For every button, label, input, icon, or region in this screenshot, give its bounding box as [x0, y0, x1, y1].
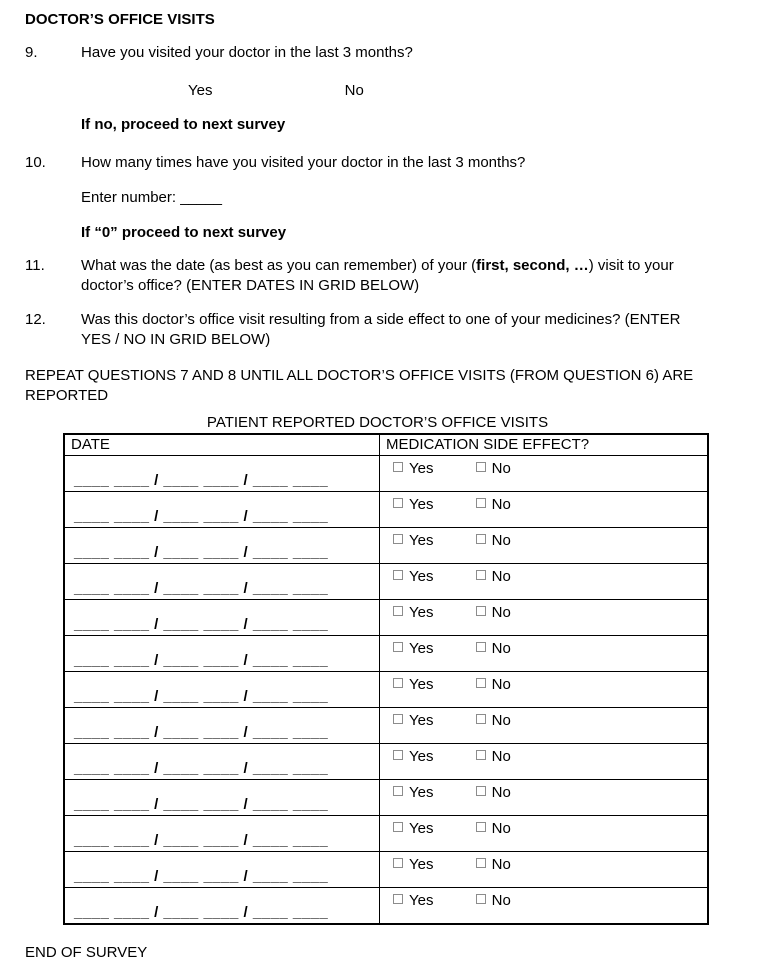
- question-12-text: Was this doctor’s office visit resulting from a side effect to one of your medicines? (ENTER YES / NO IN GRID BELOW): [81, 311, 681, 348]
- table-row: [64, 456, 708, 492]
- no-option[interactable]: [476, 784, 511, 801]
- yes-label: Yes: [409, 676, 434, 693]
- yes-option[interactable]: [393, 532, 433, 549]
- no-checkbox[interactable]: [476, 822, 486, 832]
- yes-label: Yes: [409, 856, 434, 873]
- yes-option[interactable]: [393, 568, 433, 585]
- yes-label: Yes: [409, 820, 434, 837]
- yes-label: Yes: [409, 784, 434, 801]
- no-option[interactable]: [476, 532, 511, 549]
- date-cell[interactable]: [64, 492, 380, 528]
- question-9-text: Have you visited your doctor in the last 3 months?: [81, 44, 413, 61]
- side-effect-cell: [380, 672, 709, 708]
- question-9-number: 9.: [25, 44, 38, 61]
- yes-option[interactable]: [393, 676, 433, 693]
- question-10: [25, 153, 737, 173]
- section-heading: DOCTOR’S OFFICE VISITS: [25, 11, 215, 28]
- question-10-number: 10.: [25, 154, 46, 171]
- yes-checkbox[interactable]: [393, 750, 403, 760]
- side-effect-cell: [380, 780, 709, 816]
- no-option[interactable]: [476, 460, 511, 477]
- table-title: PATIENT REPORTED DOCTOR’S OFFICE VISITS: [206, 414, 549, 431]
- yes-checkbox[interactable]: [393, 786, 403, 796]
- yes-label: Yes: [409, 532, 434, 549]
- yes-label: Yes: [409, 640, 434, 657]
- date-cell[interactable]: [64, 888, 380, 925]
- yes-checkbox[interactable]: [393, 642, 403, 652]
- table-row: [64, 780, 708, 816]
- yes-label: Yes: [409, 712, 434, 729]
- no-label: No: [491, 820, 511, 837]
- yes-checkbox[interactable]: [393, 462, 403, 472]
- yes-option[interactable]: [393, 856, 433, 873]
- no-checkbox[interactable]: [476, 894, 486, 904]
- yes-checkbox[interactable]: [393, 498, 403, 508]
- q9-yes-option[interactable]: Yes: [188, 82, 213, 99]
- q9-no-option[interactable]: No: [344, 82, 364, 99]
- no-option[interactable]: [476, 748, 511, 765]
- yes-checkbox[interactable]: [393, 534, 403, 544]
- no-label: No: [491, 784, 511, 801]
- question-11: [25, 256, 737, 296]
- no-label: No: [491, 568, 511, 585]
- yes-label: Yes: [409, 604, 434, 621]
- table-row: [64, 600, 708, 636]
- visits-table: [63, 433, 709, 925]
- yes-option[interactable]: [393, 748, 433, 765]
- date-cell[interactable]: [64, 744, 380, 780]
- yes-option[interactable]: [393, 640, 433, 657]
- repeat-instruction: REPEAT QUESTIONS 7 AND 8 UNTIL ALL DOCTOR’S OFFICE VISITS (FROM QUESTION 6) ARE REPORTED: [25, 367, 694, 404]
- column-header-side-effect: MEDICATION SIDE EFFECT?: [380, 434, 709, 456]
- no-label: No: [491, 460, 511, 477]
- date-cell[interactable]: [64, 852, 380, 888]
- side-effect-cell: [380, 636, 709, 672]
- question-12: [25, 310, 737, 350]
- table-row: [64, 744, 708, 780]
- no-label: No: [491, 712, 511, 729]
- no-label: No: [491, 892, 511, 909]
- yes-option[interactable]: [393, 712, 433, 729]
- date-blank-field[interactable]: ____ ____ / ____ ____ / ____ ____: [74, 760, 329, 777]
- table-row: [64, 564, 708, 600]
- no-checkbox[interactable]: [476, 714, 486, 724]
- date-blank-field[interactable]: ____ ____ / ____ ____ / ____ ____: [74, 544, 329, 561]
- question-11-text-bold: first, second, …: [476, 257, 589, 274]
- date-cell[interactable]: [64, 456, 380, 492]
- visits-table-body: [64, 456, 708, 925]
- no-label: No: [491, 748, 511, 765]
- question-11-text: [81, 256, 712, 296]
- q10-enter-row: [81, 188, 737, 208]
- date-cell[interactable]: [64, 636, 380, 672]
- date-cell[interactable]: [64, 672, 380, 708]
- question-11-text-end: ) visit to your doctor’s office? (ENTER DATES IN GRID BELOW): [81, 257, 674, 294]
- no-label: No: [491, 604, 511, 621]
- no-checkbox[interactable]: [476, 462, 486, 472]
- side-effect-cell: [380, 888, 709, 925]
- table-row: [64, 852, 708, 888]
- date-blank-field[interactable]: ____ ____ / ____ ____ / ____ ____: [74, 796, 329, 813]
- no-checkbox[interactable]: [476, 678, 486, 688]
- yes-label: Yes: [409, 748, 434, 765]
- no-checkbox[interactable]: [476, 750, 486, 760]
- no-label: No: [491, 532, 511, 549]
- yes-option[interactable]: [393, 460, 433, 477]
- no-option[interactable]: [476, 496, 511, 513]
- side-effect-cell: [380, 528, 709, 564]
- date-cell[interactable]: [64, 708, 380, 744]
- side-effect-cell: [380, 816, 709, 852]
- q9-skip-note: If no, proceed to next survey: [81, 116, 286, 133]
- no-checkbox[interactable]: [476, 858, 486, 868]
- yes-option[interactable]: [393, 784, 433, 801]
- side-effect-cell: [380, 564, 709, 600]
- date-blank-field[interactable]: ____ ____ / ____ ____ / ____ ____: [74, 832, 329, 849]
- date-cell[interactable]: [64, 780, 380, 816]
- date-blank-field[interactable]: ____ ____ / ____ ____ / ____ ____: [74, 724, 329, 741]
- table-row: [64, 672, 708, 708]
- question-11-text-start: What was the date (as best as you can remember) of your (: [81, 257, 477, 274]
- question-11-number: 11.: [25, 257, 45, 274]
- side-effect-cell: [380, 744, 709, 780]
- no-checkbox[interactable]: [476, 606, 486, 616]
- question-10-text: How many times have you visited your doctor in the last 3 months?: [81, 154, 526, 171]
- table-row: [64, 492, 708, 528]
- date-blank-field[interactable]: ____ ____ / ____ ____ / ____ ____: [74, 652, 329, 669]
- no-option[interactable]: [476, 568, 511, 585]
- end-of-survey: END OF SURVEY: [25, 944, 148, 961]
- yes-option[interactable]: [393, 604, 433, 621]
- date-cell[interactable]: [64, 564, 380, 600]
- date-blank-field[interactable]: ____ ____ / ____ ____ / ____ ____: [74, 904, 329, 921]
- enter-number-field[interactable]: _____: [180, 189, 222, 206]
- date-cell[interactable]: [64, 528, 380, 564]
- question-12-number: 12.: [25, 311, 46, 328]
- no-checkbox[interactable]: [476, 534, 486, 544]
- yes-checkbox[interactable]: [393, 858, 403, 868]
- no-checkbox[interactable]: [476, 786, 486, 796]
- date-blank-field[interactable]: ____ ____ / ____ ____ / ____ ____: [74, 688, 329, 705]
- yes-option[interactable]: [393, 820, 433, 837]
- enter-number-label: Enter number:: [81, 189, 181, 206]
- side-effect-cell: [380, 852, 709, 888]
- yes-checkbox[interactable]: [393, 822, 403, 832]
- date-blank-field[interactable]: ____ ____ / ____ ____ / ____ ____: [74, 616, 329, 633]
- no-option[interactable]: [476, 820, 511, 837]
- yes-label: Yes: [409, 460, 434, 477]
- yes-checkbox[interactable]: [393, 714, 403, 724]
- no-option[interactable]: [476, 892, 511, 909]
- no-option[interactable]: [476, 676, 511, 693]
- no-label: No: [491, 640, 511, 657]
- q10-skip-note: If “0” proceed to next survey: [81, 224, 287, 241]
- yes-checkbox[interactable]: [393, 570, 403, 580]
- date-blank-field[interactable]: ____ ____ / ____ ____ / ____ ____: [74, 868, 329, 885]
- yes-label: Yes: [409, 496, 434, 513]
- yes-checkbox[interactable]: [393, 894, 403, 904]
- no-option[interactable]: [476, 712, 511, 729]
- visits-table-header: [64, 434, 708, 456]
- header-row: [64, 434, 708, 456]
- side-effect-cell: [380, 456, 709, 492]
- column-header-date: DATE: [64, 434, 380, 456]
- table-row: [64, 528, 708, 564]
- no-checkbox[interactable]: [476, 498, 486, 508]
- question-9-options: [188, 81, 737, 101]
- no-label: No: [491, 496, 511, 513]
- yes-checkbox[interactable]: [393, 606, 403, 616]
- yes-label: Yes: [409, 892, 434, 909]
- table-row: [64, 636, 708, 672]
- no-option[interactable]: [476, 856, 511, 873]
- yes-option[interactable]: [393, 892, 433, 909]
- no-option[interactable]: [476, 640, 511, 657]
- side-effect-cell: [380, 708, 709, 744]
- side-effect-cell: [380, 600, 709, 636]
- question-9: [25, 43, 737, 63]
- date-blank-field[interactable]: ____ ____ / ____ ____ / ____ ____: [74, 508, 329, 525]
- table-row: [64, 888, 708, 925]
- date-blank-field[interactable]: ____ ____ / ____ ____ / ____ ____: [74, 472, 329, 489]
- table-row: [64, 816, 708, 852]
- yes-option[interactable]: [393, 496, 433, 513]
- no-label: No: [491, 856, 511, 873]
- no-checkbox[interactable]: [476, 642, 486, 652]
- no-checkbox[interactable]: [476, 570, 486, 580]
- yes-label: Yes: [409, 568, 434, 585]
- no-label: No: [491, 676, 511, 693]
- table-row: [64, 708, 708, 744]
- date-cell[interactable]: [64, 816, 380, 852]
- date-blank-field[interactable]: ____ ____ / ____ ____ / ____ ____: [74, 580, 329, 597]
- side-effect-cell: [380, 492, 709, 528]
- date-cell[interactable]: [64, 600, 380, 636]
- no-option[interactable]: [476, 604, 511, 621]
- yes-checkbox[interactable]: [393, 678, 403, 688]
